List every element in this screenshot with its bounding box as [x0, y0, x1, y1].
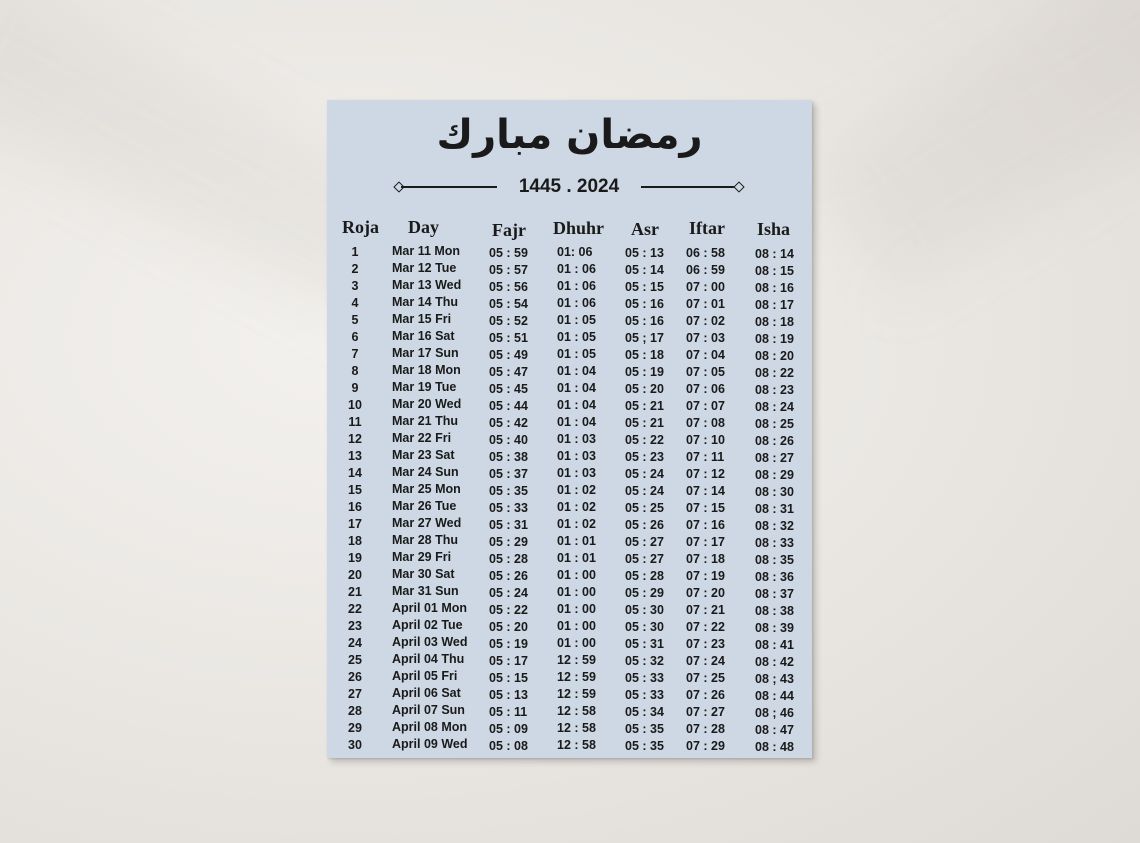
- fajr-cell: 05 : 42: [489, 416, 528, 430]
- roja-cell: 4: [351, 296, 359, 310]
- asr-cell: 05 : 24: [625, 484, 664, 498]
- isha-cell: 08 : 27: [755, 451, 794, 465]
- dhuhr-cell: 01 : 04: [557, 364, 596, 378]
- fajr-cell: 05 : 09: [489, 722, 528, 736]
- isha-cell: 08 : 17: [755, 298, 794, 312]
- roja-cell: 18: [348, 534, 362, 548]
- roja-cell: 11: [348, 415, 362, 429]
- asr-cell: 05 : 29: [625, 586, 664, 600]
- roja-cell: 26: [348, 670, 362, 684]
- day-cell: Mar 17 Sun: [392, 346, 459, 360]
- roja-cell: 19: [348, 551, 362, 565]
- iftar-column: [686, 245, 725, 755]
- day-cell: April 09 Wed: [392, 737, 468, 751]
- day-cell: Mar 23 Sat: [392, 448, 455, 462]
- divider-line: [401, 186, 497, 188]
- dhuhr-cell: 12 : 59: [557, 653, 596, 667]
- iftar-cell: 06 : 59: [686, 263, 725, 277]
- day-cell: April 07 Sun: [392, 703, 465, 717]
- dhuhr-cell: 12 : 58: [557, 738, 596, 752]
- iftar-cell: 07 : 27: [686, 705, 725, 719]
- iftar-cell: 06 : 58: [686, 246, 725, 260]
- iftar-cell: 07 : 16: [686, 518, 725, 532]
- fajr-cell: 05 : 28: [489, 552, 528, 566]
- fajr-cell: 05 : 13: [489, 688, 528, 702]
- roja-cell: 16: [348, 500, 362, 514]
- fajr-cell: 05 : 37: [489, 467, 528, 481]
- dhuhr-cell: 01 : 05: [557, 347, 596, 361]
- asr-cell: 05 : 22: [625, 433, 664, 447]
- iftar-cell: 07 : 05: [686, 365, 725, 379]
- asr-cell: 05 : 33: [625, 671, 664, 685]
- fajr-cell: 05 : 44: [489, 399, 528, 413]
- roja-cell: 22: [348, 602, 362, 616]
- divider-line: [641, 186, 739, 188]
- dhuhr-cell: 01: 06: [557, 245, 593, 259]
- roja-cell: 25: [348, 653, 362, 667]
- isha-cell: 08 : 31: [755, 502, 794, 516]
- asr-cell: 05 : 19: [625, 365, 664, 379]
- fajr-cell: 05 : 56: [489, 280, 528, 294]
- dhuhr-cell: 01 : 02: [557, 483, 596, 497]
- dhuhr-cell: 01 : 06: [557, 262, 596, 276]
- dhuhr-cell: 01 : 03: [557, 466, 596, 480]
- fajr-cell: 05 : 20: [489, 620, 528, 634]
- header-fajr: Fajr: [492, 220, 526, 240]
- asr-cell: 05 : 32: [625, 654, 664, 668]
- day-cell: Mar 27 Wed: [392, 516, 462, 530]
- dhuhr-cell: 12 : 59: [557, 687, 596, 701]
- iftar-cell: 07 : 01: [686, 297, 725, 311]
- asr-cell: 05 : 28: [625, 569, 664, 583]
- fajr-cell: 05 : 08: [489, 739, 528, 753]
- iftar-cell: 07 : 00: [686, 280, 725, 294]
- iftar-cell: 07 : 10: [686, 433, 725, 447]
- asr-cell: 05 : 27: [625, 552, 664, 566]
- iftar-cell: 07 : 29: [686, 739, 725, 753]
- iftar-cell: 07 : 28: [686, 722, 725, 736]
- dhuhr-cell: 01 : 04: [557, 381, 596, 395]
- dhuhr-cell: 12 : 58: [557, 721, 596, 735]
- fajr-cell: 05 : 47: [489, 365, 528, 379]
- isha-cell: 08 : 14: [755, 247, 794, 261]
- day-cell: Mar 28 Thu: [392, 533, 458, 547]
- roja-cell: 10: [348, 398, 362, 412]
- day-cell: Mar 11 Mon: [392, 244, 461, 258]
- asr-cell: 05 : 31: [625, 637, 664, 651]
- asr-cell: 05 : 27: [625, 535, 664, 549]
- day-cell: Mar 13 Wed: [392, 278, 462, 292]
- asr-cell: 05 : 30: [625, 620, 664, 634]
- asr-cell: 05 : 24: [625, 467, 664, 481]
- iftar-cell: 07 : 12: [686, 467, 725, 481]
- isha-cell: 08 : 41: [755, 638, 794, 652]
- year-divider: [395, 174, 745, 200]
- iftar-cell: 07 : 18: [686, 552, 725, 566]
- fajr-cell: 05 : 26: [489, 569, 528, 583]
- asr-cell: 05 : 21: [625, 416, 664, 430]
- isha-cell: 08 : 38: [755, 604, 794, 618]
- iftar-cell: 07 : 07: [686, 399, 725, 413]
- dhuhr-cell: 01 : 06: [557, 296, 596, 310]
- day-cell: April 06 Sat: [392, 686, 461, 700]
- dhuhr-cell: 01 : 03: [557, 432, 596, 446]
- asr-cell: 05 : 14: [625, 263, 664, 277]
- fajr-column: [489, 245, 528, 755]
- dhuhr-cell: 01 : 04: [557, 415, 596, 429]
- iftar-cell: 07 : 20: [686, 586, 725, 600]
- fajr-cell: 05 : 15: [489, 671, 528, 685]
- day-cell: April 03 Wed: [392, 635, 468, 649]
- roja-cell: 20: [348, 568, 362, 582]
- dhuhr-cell: 01 : 02: [557, 517, 596, 531]
- dhuhr-cell: 01 : 00: [557, 619, 596, 633]
- isha-cell: 08 : 44: [755, 689, 794, 703]
- isha-cell: 08 : 47: [755, 723, 794, 737]
- asr-cell: 05 : 30: [625, 603, 664, 617]
- asr-cell: 05 : 33: [625, 688, 664, 702]
- roja-cell: 23: [348, 619, 362, 633]
- header-dhuhr: Dhuhr: [553, 218, 605, 238]
- asr-cell: 05 : 13: [625, 246, 664, 260]
- roja-cell: 9: [351, 381, 359, 395]
- iftar-cell: 07 : 02: [686, 314, 725, 328]
- isha-column: [755, 246, 794, 756]
- day-cell: Mar 25 Mon: [392, 482, 461, 496]
- isha-cell: 08 : 33: [755, 536, 794, 550]
- asr-column: [625, 245, 664, 755]
- asr-cell: 05 : 34: [625, 705, 664, 719]
- roja-cell: 29: [348, 721, 362, 735]
- asr-cell: 05 : 25: [625, 501, 664, 515]
- header-day: Day: [408, 217, 439, 237]
- day-cell: Mar 19 Tue: [392, 380, 457, 394]
- fajr-cell: 05 : 19: [489, 637, 528, 651]
- dhuhr-cell: 01 : 05: [557, 313, 596, 327]
- iftar-cell: 07 : 14: [686, 484, 725, 498]
- roja-cell: 28: [348, 704, 362, 718]
- fajr-cell: 05 : 35: [489, 484, 528, 498]
- iftar-cell: 07 : 23: [686, 637, 725, 651]
- iftar-cell: 07 : 26: [686, 688, 725, 702]
- dhuhr-cell: 01 : 06: [557, 279, 596, 293]
- asr-cell: 05 : 21: [625, 399, 664, 413]
- isha-cell: 08 : 26: [755, 434, 794, 448]
- fajr-cell: 05 : 59: [489, 246, 528, 260]
- fajr-cell: 05 : 11: [489, 705, 528, 719]
- isha-cell: 08 : 24: [755, 400, 794, 414]
- iftar-cell: 07 : 21: [686, 603, 725, 617]
- dhuhr-cell: 12 : 59: [557, 670, 596, 684]
- dhuhr-cell: 01 : 00: [557, 568, 596, 582]
- isha-cell: 08 : 18: [755, 315, 794, 329]
- fajr-cell: 05 : 31: [489, 518, 528, 532]
- header-isha: Isha: [757, 219, 791, 239]
- isha-cell: 08 : 20: [755, 349, 794, 363]
- day-cell: April 02 Tue: [392, 618, 463, 632]
- fajr-cell: 05 : 38: [489, 450, 528, 464]
- header-asr: Asr: [631, 219, 659, 239]
- iftar-cell: 07 : 17: [686, 535, 725, 549]
- asr-cell: 05 : 16: [625, 314, 664, 328]
- fajr-cell: 05 : 51: [489, 331, 528, 345]
- day-cell: Mar 20 Wed: [392, 397, 462, 411]
- isha-cell: 08 : 32: [755, 519, 794, 533]
- day-cell: Mar 16 Sat: [392, 329, 455, 343]
- dhuhr-cell: 01 : 01: [557, 534, 596, 548]
- roja-cell: 14: [348, 466, 362, 480]
- isha-cell: 08 : 29: [755, 468, 794, 482]
- roja-cell: 3: [351, 279, 359, 293]
- iftar-cell: 07 : 15: [686, 501, 725, 515]
- ramadan-calendar-poster: [327, 100, 812, 758]
- day-cell: April 08 Mon: [392, 720, 468, 734]
- diamond-ornament: [733, 181, 744, 192]
- isha-cell: 08 : 22: [755, 366, 794, 380]
- iftar-cell: 07 : 11: [686, 450, 725, 464]
- roja-cell: 8: [351, 364, 359, 378]
- asr-cell: 05 : 35: [625, 739, 664, 753]
- day-cell: April 05 Fri: [392, 669, 458, 683]
- day-cell: Mar 31 Sun: [392, 584, 459, 598]
- fajr-cell: 05 : 57: [489, 263, 528, 277]
- roja-cell: 15: [348, 483, 362, 497]
- iftar-cell: 07 : 19: [686, 569, 725, 583]
- isha-cell: 08 : 30: [755, 485, 794, 499]
- day-cell: Mar 24 Sun: [392, 465, 459, 479]
- dhuhr-cell: 01 : 00: [557, 636, 596, 650]
- isha-cell: 08 : 19: [755, 332, 794, 346]
- dhuhr-cell: 12 : 58: [557, 704, 596, 718]
- roja-cell: 27: [348, 687, 362, 701]
- wall-shadow: [810, 0, 1140, 299]
- year-label: 1445 . 2024: [518, 176, 620, 197]
- asr-cell: 05 : 15: [625, 280, 664, 294]
- roja-cell: 24: [348, 636, 362, 650]
- asr-cell: 05 : 20: [625, 382, 664, 396]
- dhuhr-cell: 01 : 02: [557, 500, 596, 514]
- asr-cell: 05 ; 17: [625, 331, 664, 345]
- fajr-cell: 05 : 24: [489, 586, 528, 600]
- fajr-cell: 05 : 52: [489, 314, 528, 328]
- roja-cell: 1: [351, 245, 359, 259]
- roja-cell: 30: [348, 738, 362, 752]
- fajr-cell: 05 : 49: [489, 348, 528, 362]
- roja-cell: 12: [348, 432, 362, 446]
- fajr-cell: 05 : 33: [489, 501, 528, 515]
- fajr-cell: 05 : 29: [489, 535, 528, 549]
- roja-cell: 21: [348, 585, 362, 599]
- isha-cell: 08 : 36: [755, 570, 794, 584]
- iftar-cell: 07 : 24: [686, 654, 725, 668]
- iftar-cell: 07 : 22: [686, 620, 725, 634]
- dhuhr-cell: 01 : 04: [557, 398, 596, 412]
- asr-cell: 05 : 26: [625, 518, 664, 532]
- day-cell: Mar 14 Thu: [392, 295, 458, 309]
- dhuhr-cell: 01 : 05: [557, 330, 596, 344]
- iftar-cell: 07 : 03: [686, 331, 725, 345]
- asr-cell: 05 : 16: [625, 297, 664, 311]
- day-cell: Mar 21 Thu: [392, 414, 458, 428]
- roja-cell: 5: [351, 313, 359, 327]
- day-column: [392, 243, 467, 753]
- header-roja: Roja: [342, 217, 379, 237]
- day-cell: Mar 15 Fri: [392, 312, 452, 326]
- roja-cell: 6: [351, 330, 359, 344]
- roja-cell: 7: [351, 347, 359, 361]
- roja-cell: 13: [348, 449, 362, 463]
- fajr-cell: 05 : 40: [489, 433, 528, 447]
- iftar-cell: 07 : 08: [686, 416, 725, 430]
- dhuhr-column: [557, 244, 596, 754]
- isha-cell: 08 : 23: [755, 383, 794, 397]
- roja-cell: 2: [351, 262, 359, 276]
- day-cell: April 01 Mon: [392, 601, 468, 615]
- isha-cell: 08 : 39: [755, 621, 794, 635]
- fajr-cell: 05 : 22: [489, 603, 528, 617]
- isha-cell: 08 : 48: [755, 740, 794, 754]
- asr-cell: 05 : 18: [625, 348, 664, 362]
- fajr-cell: 05 : 17: [489, 654, 528, 668]
- day-cell: Mar 29 Fri: [392, 550, 452, 564]
- fajr-cell: 05 : 54: [489, 297, 528, 311]
- dhuhr-cell: 01 : 01: [557, 551, 596, 565]
- day-cell: April 04 Thu: [392, 652, 465, 666]
- dhuhr-cell: 01 : 03: [557, 449, 596, 463]
- header-iftar: Iftar: [689, 218, 725, 238]
- dhuhr-cell: 01 : 00: [557, 585, 596, 599]
- asr-cell: 05 : 35: [625, 722, 664, 736]
- isha-cell: 08 ; 46: [755, 706, 794, 720]
- roja-column: [341, 244, 369, 754]
- isha-cell: 08 : 16: [755, 281, 794, 295]
- isha-cell: 08 : 15: [755, 264, 794, 278]
- isha-cell: 08 : 35: [755, 553, 794, 567]
- iftar-cell: 07 : 04: [686, 348, 725, 362]
- day-cell: Mar 26 Tue: [392, 499, 457, 513]
- dhuhr-cell: 01 : 00: [557, 602, 596, 616]
- iftar-cell: 07 : 06: [686, 382, 725, 396]
- day-cell: Mar 22 Fri: [392, 431, 452, 445]
- day-cell: Mar 12 Tue: [392, 261, 457, 275]
- day-cell: Mar 30 Sat: [392, 567, 455, 581]
- isha-cell: 08 ; 43: [755, 672, 794, 686]
- roja-cell: 17: [348, 517, 362, 531]
- isha-cell: 08 : 25: [755, 417, 794, 431]
- isha-cell: 08 : 37: [755, 587, 794, 601]
- iftar-cell: 07 : 25: [686, 671, 725, 685]
- ramadan-mubarak-calligraphy: رمضان مبارك: [436, 112, 703, 158]
- isha-cell: 08 : 42: [755, 655, 794, 669]
- asr-cell: 05 : 23: [625, 450, 664, 464]
- fajr-cell: 05 : 45: [489, 382, 528, 396]
- day-cell: Mar 18 Mon: [392, 363, 461, 377]
